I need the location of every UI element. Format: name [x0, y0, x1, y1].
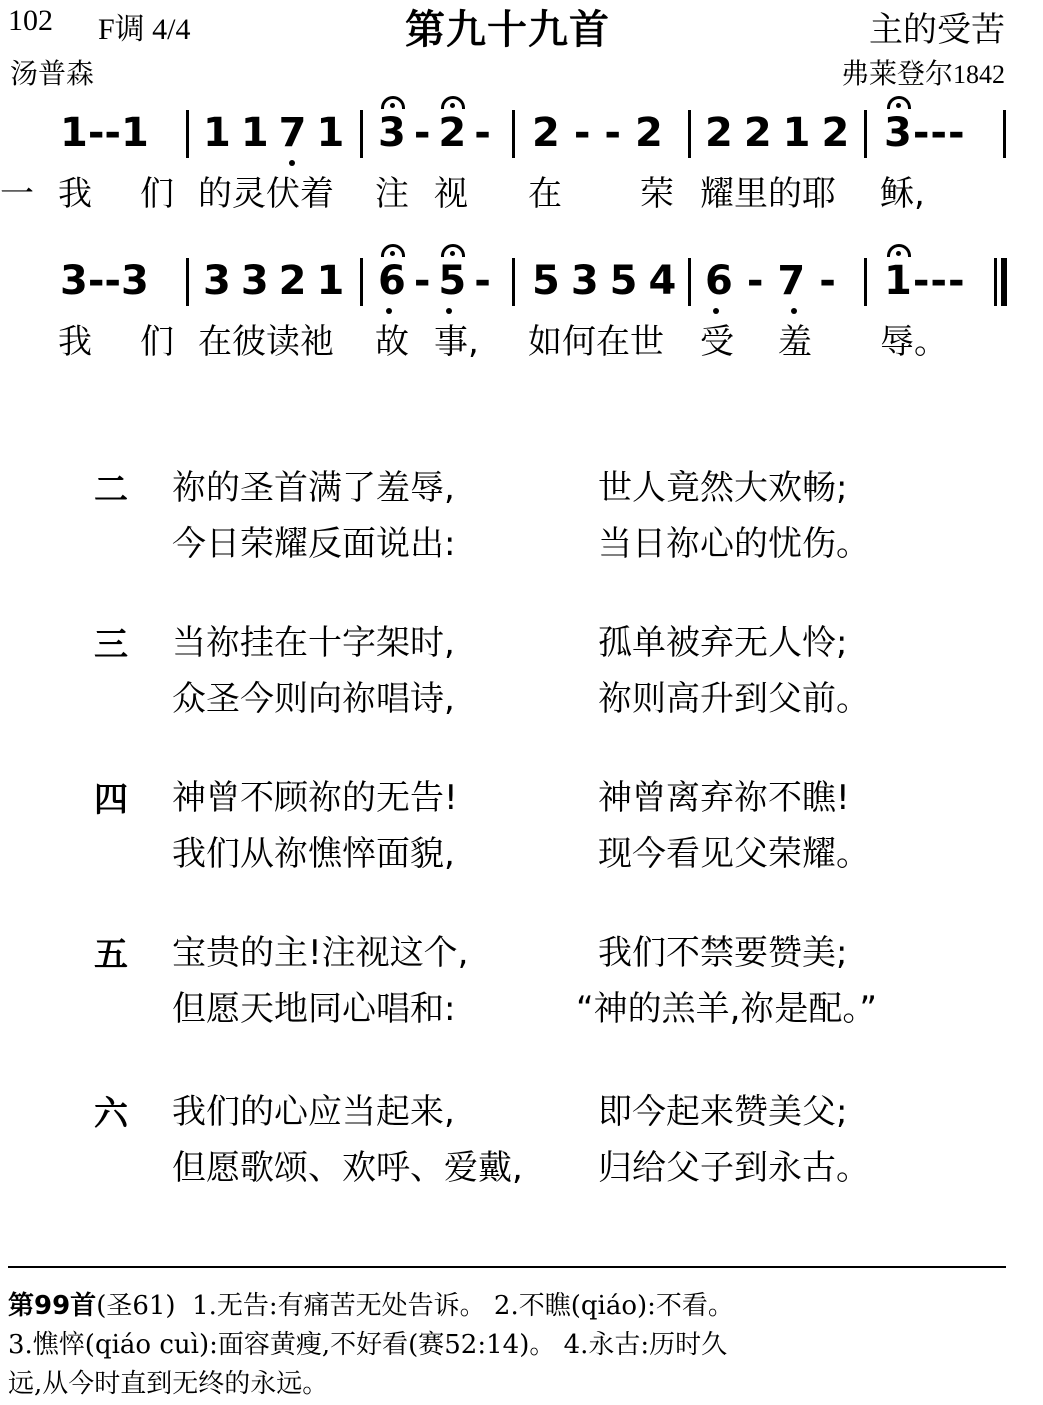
verse-line: 即今起来赞美父;	[598, 1092, 848, 1132]
lyric-syllable: 们	[140, 174, 174, 214]
verse-number: 五	[94, 935, 128, 975]
footnote-line-3: 远,从今时直到无终的永远。	[8, 1369, 329, 1399]
measure-12: 1---	[884, 258, 966, 304]
composer	[841, 52, 1005, 92]
measure-3: 3-2-	[378, 110, 499, 156]
lyric-syllable: 视	[434, 174, 468, 214]
lyric-syllable: 注	[375, 174, 409, 214]
measure-2: 1171	[203, 110, 355, 156]
verse-line: 孤单被弃无人怜;	[598, 623, 848, 663]
measure-8: 3321	[203, 258, 355, 304]
barline	[186, 258, 189, 306]
verse-number: 四	[94, 780, 128, 820]
barline	[864, 258, 867, 306]
verse-line: 祢则高升到父前。	[598, 679, 870, 719]
lyric-syllable: 受	[700, 322, 734, 362]
verse-line: 我们的心应当起来,	[172, 1092, 455, 1132]
footnote-divider	[8, 1266, 1006, 1268]
footnote-ref: (圣61)	[96, 1291, 176, 1321]
fermata-icon	[887, 244, 911, 257]
fermata-icon	[381, 244, 405, 257]
verse-line: 今日荣耀反面说出:	[172, 524, 456, 564]
lyric-syllable: 如何在世	[528, 322, 664, 362]
verse-marker-1: 一	[0, 174, 34, 214]
barline	[186, 110, 189, 158]
lyric-syllable: 事,	[434, 322, 479, 362]
lyric-syllable: 辱。	[880, 322, 948, 362]
lyric-syllable: 我	[58, 174, 92, 214]
lyric-syllable: 的灵伏着	[198, 174, 334, 214]
verse-line: 世人竟然大欢畅;	[598, 468, 848, 508]
lyric-syllable: 在	[528, 174, 562, 214]
barline	[864, 110, 867, 158]
barline	[1003, 110, 1006, 158]
footnote-text: 1.无告:有痛苦无处告诉。 2.不瞧(qiáo):不看。	[192, 1291, 734, 1321]
lyric-syllable: 在彼读祂	[198, 322, 334, 362]
verse-line: 祢的圣首满了羞辱,	[172, 468, 455, 508]
measure-11: 6-7-	[705, 258, 850, 304]
measure-6: 3---	[884, 110, 966, 156]
hymn-number: 102	[8, 4, 53, 37]
lyric-syllable: 故	[375, 322, 409, 362]
barline	[688, 110, 691, 158]
measure-10: 5354	[532, 258, 688, 304]
verse-line: “神的羔羊,祢是配。”	[576, 989, 878, 1029]
lyric-syllable: 们	[140, 322, 174, 362]
lyric-syllable: 耀里的耶	[700, 174, 836, 214]
measure-9: 6-5-	[378, 258, 499, 304]
verse-number: 六	[94, 1094, 128, 1134]
final-barline-thick	[1001, 258, 1007, 306]
composer-name: 弗莱登尔	[840, 57, 953, 90]
verse-line: 我们不禁要赞美;	[598, 933, 848, 973]
fermata-icon	[441, 244, 465, 257]
barline	[688, 258, 691, 306]
lyric-syllable: 羞	[778, 322, 812, 362]
fermata-icon	[441, 96, 465, 109]
final-barline-thin	[994, 258, 997, 306]
lyric-syllable: 我	[58, 322, 92, 362]
lyric-syllable: 荣	[640, 174, 674, 214]
measure-7: 3--3	[60, 258, 149, 304]
lyricist: 汤普森	[10, 57, 95, 90]
verse-line: 但愿歌颂、欢呼、爱戴,	[172, 1148, 523, 1188]
verse-line: 众圣今则向祢唱诗,	[172, 679, 455, 719]
fermata-icon	[887, 96, 911, 109]
verse-line: 神曾不顾祢的无告!	[172, 778, 458, 818]
measure-5: 2212	[705, 110, 861, 156]
verse-line: 当日祢心的忧伤。	[598, 524, 870, 564]
verse-line: 但愿天地同心唱和:	[172, 989, 456, 1029]
fermata-icon	[381, 96, 405, 109]
composer-year: 1842	[953, 60, 1005, 89]
footnote-line-1	[8, 1285, 734, 1322]
measure-1: 1--1	[60, 110, 149, 156]
verse-line: 当祢挂在十字架时,	[172, 623, 455, 663]
verse-line: 神曾离弃祢不瞧!	[598, 778, 850, 818]
verse-number: 二	[94, 470, 128, 510]
footnote-line-2: 3.憔悴(qiáo cuì):面容黄瘦,不好看(赛52:14)。 4.永古:历时久	[8, 1330, 728, 1360]
barline	[512, 110, 515, 158]
barline	[512, 258, 515, 306]
verse-number: 三	[94, 625, 128, 665]
lyric-syllable: 稣,	[880, 174, 925, 214]
hymn-subtitle: 主的受苦	[869, 10, 1005, 50]
verse-line: 归给父子到永古。	[598, 1148, 870, 1188]
verse-line: 现今看见父荣耀。	[598, 834, 870, 874]
measure-4: 2--2	[532, 110, 677, 156]
footnote-label: 第99首	[8, 1291, 97, 1321]
verse-line: 宝贵的主!注视这个,	[172, 933, 469, 973]
barline	[360, 110, 363, 158]
key-signature: F调 4/4	[98, 13, 191, 46]
barline	[360, 258, 363, 306]
verse-line: 我们从祢憔悴面貌,	[172, 834, 455, 874]
page-title: 第九十九首	[405, 7, 610, 53]
